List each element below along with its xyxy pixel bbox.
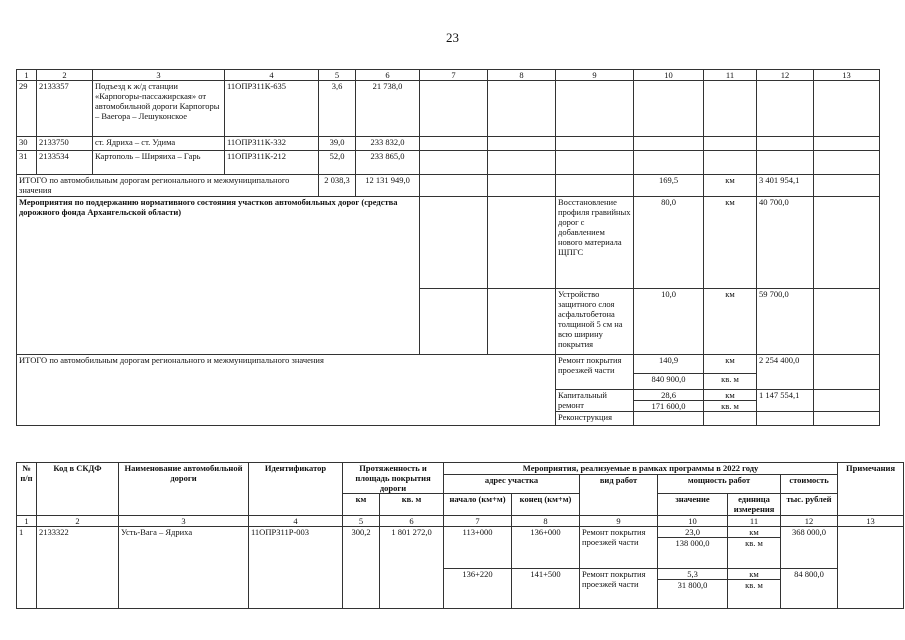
empty-cell: [757, 412, 814, 426]
area-m2: 233 865,0: [356, 151, 420, 175]
header-identifier: Идентификатор: [249, 463, 343, 516]
total-label: ИТОГО по автомобильным дорогам регионального и межмуниципального значения: [17, 175, 319, 197]
empty-cell: [488, 151, 556, 175]
work-type: Капитальный ремонт: [556, 390, 634, 412]
empty-cell: [757, 137, 814, 151]
program-table-2022: [16, 462, 904, 609]
colnum: 10: [634, 70, 704, 81]
empty-cell: [634, 412, 704, 426]
header-power: мощность работ: [658, 475, 781, 494]
road-name: Подъезд к ж/д станции «Карпогоры-пассажирская» от автомобильной дороги Карпогоры – Ваегора – Лешуконское: [93, 81, 225, 137]
empty-cell: [634, 81, 704, 137]
work-unit: [704, 355, 757, 390]
segment-end: 141+500: [512, 569, 580, 609]
colnum: 3: [119, 516, 249, 527]
section-label: Мероприятия по поддержанию нормативного состояния участков автомобильных дорог (средства дорожного фонда Архангельской области): [17, 197, 420, 355]
value-m2: 840 900,0: [634, 373, 704, 384]
program-table-continued: [16, 69, 880, 426]
value-m2: 171 600,0: [634, 400, 704, 411]
work-cost: 1 147 554,1: [757, 390, 814, 412]
header-value: значение: [658, 494, 728, 516]
unit-m2: кв. м: [704, 373, 757, 384]
unit-m2: кв. м: [728, 537, 781, 548]
empty-cell: [488, 175, 556, 197]
work-value: [658, 569, 728, 609]
colnum: 9: [556, 70, 634, 81]
header-road-name: Наименование автомобильной дороги: [119, 463, 249, 516]
length-km: 3,6: [319, 81, 356, 137]
road-identifier: 11ОПРЗ11Р-003: [249, 527, 343, 609]
colnum: 2: [37, 516, 119, 527]
empty-cell: [814, 289, 880, 355]
empty-cell: [704, 137, 757, 151]
empty-cell: [556, 151, 634, 175]
page-number: 23: [446, 30, 459, 45]
colnum: 10: [658, 516, 728, 527]
road-name: ст. Ядриха – ст. Удима: [93, 137, 225, 151]
road-identifier: 11ОПРЗ11К-212: [225, 151, 319, 175]
header-number: № п/п: [17, 463, 37, 516]
empty-cell: [814, 175, 880, 197]
skdf-code: 2133534: [37, 151, 93, 175]
empty-cell: [704, 412, 757, 426]
colnum: 5: [343, 516, 380, 527]
empty-cell: [420, 175, 488, 197]
colnum: 8: [488, 70, 556, 81]
skdf-code: 2133750: [37, 137, 93, 151]
work-value: 10,0: [634, 289, 704, 355]
total-unit: км: [704, 175, 757, 197]
value-m2: 31 800,0: [658, 579, 728, 590]
work-value: [634, 390, 704, 412]
empty-cell: [814, 390, 880, 412]
work-unit: км: [704, 197, 757, 289]
length-km: 39,0: [319, 137, 356, 151]
unit-km: км: [725, 355, 735, 365]
unit-km: км: [749, 527, 759, 537]
value-km: 28,6: [661, 390, 676, 400]
total-m2: 12 131 949,0: [356, 175, 420, 197]
work-unit: [728, 527, 781, 569]
total-km: 2 038,3: [319, 175, 356, 197]
row-number: 30: [17, 137, 37, 151]
row-number: 1: [17, 527, 37, 609]
work-type: Ремонт покрытия проезжей части: [556, 355, 634, 390]
column-number-row: [17, 70, 880, 81]
empty-cell: [634, 151, 704, 175]
work-unit: км: [704, 289, 757, 355]
unit-km: км: [725, 390, 735, 400]
section-row: [17, 197, 880, 289]
work-cost: 84 800,0: [781, 569, 838, 609]
header-start: начало (км+м): [444, 494, 512, 516]
header-unit: единица измерения: [728, 494, 781, 516]
empty-cell: [488, 197, 556, 289]
notes-cell: [838, 527, 904, 609]
colnum: 9: [580, 516, 658, 527]
colnum: 7: [420, 70, 488, 81]
work-cost: 59 700,0: [757, 289, 814, 355]
empty-cell: [814, 355, 880, 390]
road-identifier: 11ОПРЗ11К-332: [225, 137, 319, 151]
work-unit: [728, 569, 781, 609]
row-number: 29: [17, 81, 37, 137]
work-value: 80,0: [634, 197, 704, 289]
header-worktype: вид работ: [580, 475, 658, 516]
colnum: 11: [728, 516, 781, 527]
work-value: [634, 355, 704, 390]
work-cost: 40 700,0: [757, 197, 814, 289]
empty-cell: [420, 197, 488, 289]
work-type: Восстановление профиля гравийных дорог с добавлением нового материала ЩПГС: [556, 197, 634, 289]
empty-cell: [420, 289, 488, 355]
header-events: Мероприятия, реализуемые в рамках программы в 2022 году: [444, 463, 838, 475]
colnum: 6: [380, 516, 444, 527]
length-km: 300,2: [343, 527, 380, 609]
empty-cell: [420, 151, 488, 175]
colnum: 4: [225, 70, 319, 81]
header-km: км: [343, 494, 380, 516]
empty-cell: [814, 197, 880, 289]
header-notes: Примечания: [838, 463, 904, 516]
empty-cell: [704, 151, 757, 175]
segment-start: 136+220: [444, 569, 512, 609]
colnum: 12: [781, 516, 838, 527]
road-identifier: 11ОПРЗ11К-635: [225, 81, 319, 137]
length-km: 52,0: [319, 151, 356, 175]
empty-cell: [757, 81, 814, 137]
colnum: 4: [249, 516, 343, 527]
header-code: Код в СКДФ: [37, 463, 119, 516]
column-number-row: [17, 516, 904, 527]
total-value: 169,5: [634, 175, 704, 197]
header-cost: стоимость: [781, 475, 838, 494]
area-m2: 21 738,0: [356, 81, 420, 137]
empty-cell: [420, 81, 488, 137]
skdf-code: 2133322: [37, 527, 119, 609]
empty-cell: [634, 137, 704, 151]
header-cost-unit: тыс. рублей: [781, 494, 838, 516]
colnum: 7: [444, 516, 512, 527]
empty-cell: [420, 137, 488, 151]
area-m2: 1 801 272,0: [380, 527, 444, 609]
colnum: 5: [319, 70, 356, 81]
road-name: Усть-Вага – Ядриха: [119, 527, 249, 609]
work-cost: 2 254 400,0: [757, 355, 814, 390]
colnum: 13: [814, 70, 880, 81]
empty-cell: [704, 81, 757, 137]
empty-cell: [488, 137, 556, 151]
empty-cell: [814, 81, 880, 137]
grand-total-row: [17, 355, 880, 390]
area-m2: 233 832,0: [356, 137, 420, 151]
skdf-code: 2133357: [37, 81, 93, 137]
work-value: [658, 527, 728, 569]
header-row: [17, 463, 904, 475]
empty-cell: [814, 137, 880, 151]
empty-cell: [556, 175, 634, 197]
table-row: [17, 527, 904, 569]
value-km: 23,0: [685, 527, 700, 537]
table-row: [17, 137, 880, 151]
value-km: 140,9: [658, 355, 679, 365]
empty-cell: [757, 151, 814, 175]
row-number: 31: [17, 151, 37, 175]
header-end: конец (км+м): [512, 494, 580, 516]
unit-m2: кв. м: [704, 400, 757, 411]
colnum: 1: [17, 516, 37, 527]
work-cost: 368 000,0: [781, 527, 838, 569]
empty-cell: [556, 137, 634, 151]
work-unit: [704, 390, 757, 412]
grand-total-label: ИТОГО по автомобильным дорогам регионального и межмуниципального значения: [17, 355, 556, 426]
segment-start: 113+000: [444, 527, 512, 569]
colnum: 8: [512, 516, 580, 527]
colnum: 12: [757, 70, 814, 81]
colnum: 2: [37, 70, 93, 81]
work-type: Реконструкция: [556, 412, 634, 426]
colnum: 6: [356, 70, 420, 81]
total-cost: 3 401 954,1: [757, 175, 814, 197]
colnum: 11: [704, 70, 757, 81]
work-type: Ремонт покрытия проезжей части: [580, 527, 658, 569]
empty-cell: [488, 289, 556, 355]
header-m2: кв. м: [380, 494, 444, 516]
segment-end: 136+000: [512, 527, 580, 569]
road-name: Картополь – Ширяиха – Гарь: [93, 151, 225, 175]
empty-cell: [556, 81, 634, 137]
empty-cell: [488, 81, 556, 137]
table-row: [17, 151, 880, 175]
header-address: адрес участка: [444, 475, 580, 494]
colnum: 3: [93, 70, 225, 81]
unit-m2: кв. м: [728, 579, 781, 590]
colnum: 1: [17, 70, 37, 81]
unit-km: км: [749, 569, 759, 579]
colnum: 13: [838, 516, 904, 527]
total-row: [17, 175, 880, 197]
empty-cell: [814, 412, 880, 426]
table-row: [17, 81, 880, 137]
work-type: Ремонт покрытия проезжей части: [580, 569, 658, 609]
header-length: Протяженность и площадь покрытия дороги: [343, 463, 444, 494]
empty-cell: [814, 151, 880, 175]
value-m2: 138 000,0: [658, 537, 728, 548]
value-km: 5,3: [687, 569, 698, 579]
work-type: Устройство защитного слоя асфальтобетона толщиной 5 см на всю ширину покрытия: [556, 289, 634, 355]
